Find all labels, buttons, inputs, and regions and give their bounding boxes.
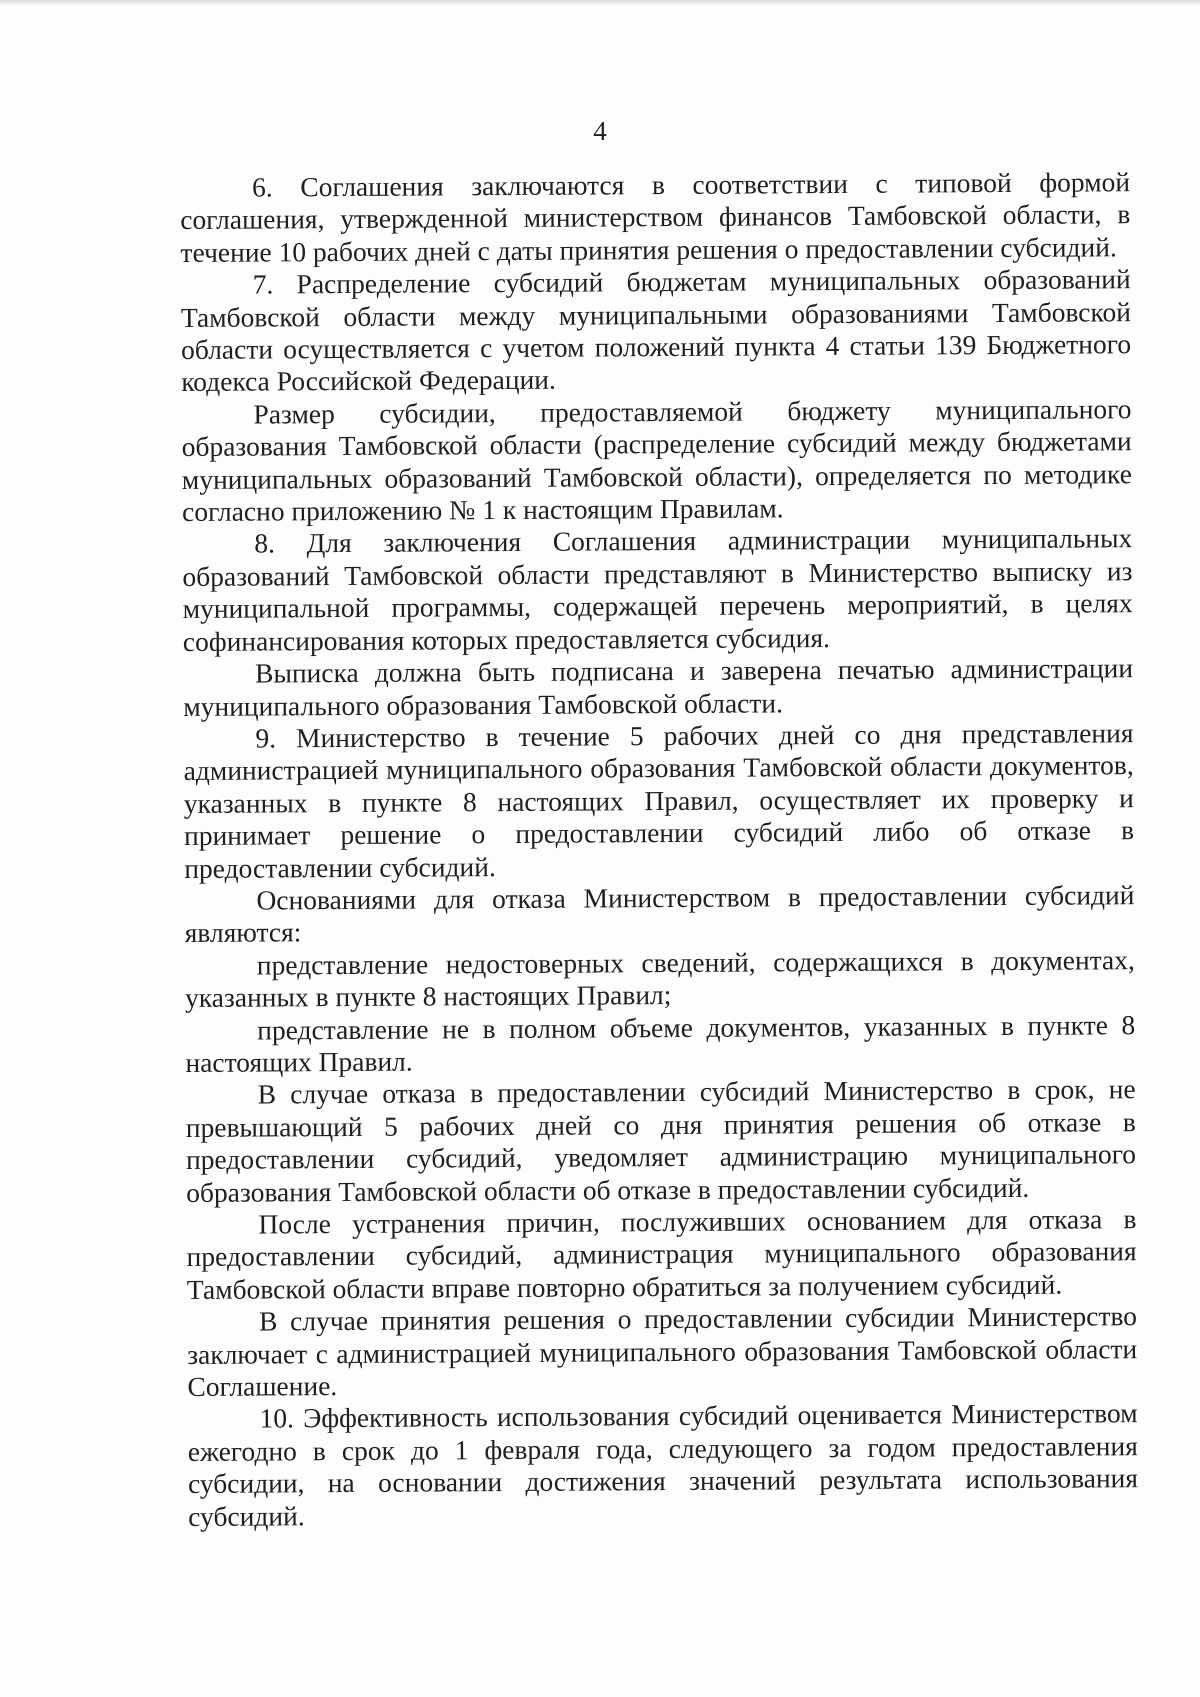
paragraph-7-subsidy-size: Размер субсидии, предоставляемой бюджету муниципального образования Тамбовской области (распределение субсидий между бюджетами муниципальных образований Тамбовской области), определяется по методике согласно приложению № 1 к настоящим Правилам. <box>181 393 1132 528</box>
paragraph-9: 9. Министерство в течение 5 рабочих дней со дня представления администрацией муниципального образования Тамбовской области документов, указанных в пункте 8 настоящих Правил, осуществляет их проверку и принимает решение о предоставлении субсидий либо об отказе в предоставлении субсидий. <box>183 717 1135 884</box>
paragraph-9-refusal-notice: В случае отказа в предоставлении субсидий Министерство в срок, не превышающий 5 рабочих дней со дня принятия решения об отказе в предоставлении субсидий, уведомляет администрацию муниципального образования Тамбовской области об отказе в предоставлении субсидий. <box>185 1073 1137 1208</box>
paragraph-8-extract: Выписка должна быть подписана и заверена печатью администрации муниципального образования Тамбовской области. <box>183 652 1134 722</box>
paragraph-9-reapply: После устранения причин, послуживших основанием для отказа в предоставлении субсидий, администрация муниципального образования Тамбовской области вправе повторно обратиться за получением субсидий. <box>186 1203 1137 1305</box>
paragraph-9-ground-1: представление недостоверных сведений, содержащихся в документах, указанных в пункте 8 настоящих Правил; <box>184 943 1135 1014</box>
paragraph-8: 8. Для заключения Соглашения администрации муниципальных образований Тамбовской области представляют в Министерство выписку из муниципальной программы, содержащей перечень мероприятий, в целях софинансирования которых предоставляется субсидия. <box>182 522 1133 657</box>
paragraph-9-agreement: В случае принятия решения о предоставлении субсидии Министерство заключает с администрацией муниципального образования Тамбовской области Соглашение. <box>187 1300 1138 1403</box>
paragraph-10: 10. Эффективность использования субсидий оценивается Министерством ежегодно в срок до 1 февраля года, следующего за годом предоставления субсидии, на основании достижения значений результата использования субсидий. <box>187 1397 1139 1532</box>
paragraph-7: 7. Распределение субсидий бюджетам муниципальных образований Тамбовской области между муниципальными образованиями Тамбовской области осуществляется с учетом положений пункта 4 статьи 139 Бюджетного кодекса Российской Федерации. <box>180 263 1132 398</box>
scan-edge <box>0 0 1200 6</box>
document-body <box>180 166 1138 1533</box>
paragraph-6: 6. Соглашения заключаются в соответствии с типовой формой соглашения, утвержденной министерством финансов Тамбовской области, в течение 10 рабочих дней с даты принятия решения о предоставлении субсидий. <box>180 166 1131 268</box>
page-number: 4 <box>593 116 607 146</box>
paragraph-9-ground-2: представление не в полном объеме документов, указанных в пункте 8 настоящих Правил. <box>185 1008 1136 1078</box>
paragraph-9-refusal-grounds: Основаниями для отказа Министерством в предоставлении субсидий являются: <box>184 879 1135 949</box>
